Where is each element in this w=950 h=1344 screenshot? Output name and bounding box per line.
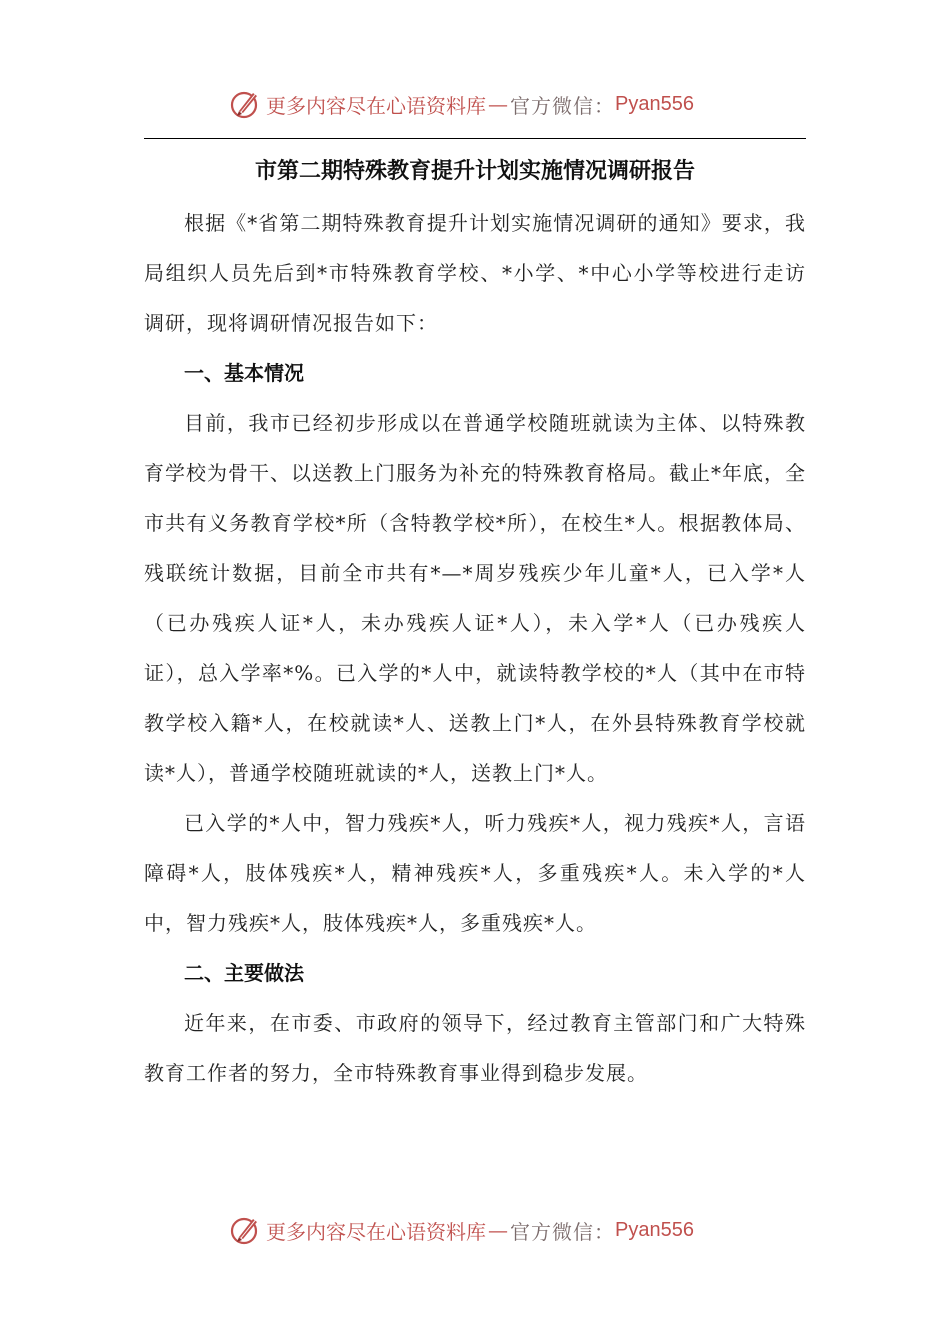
basic-paragraph-1: 目前，我市已经初步形成以在普通学校随班就读为主体、以特殊教育学校为骨干、以送教上门服务为补充的特殊教育格局。截止*年底，全市共有义务教育学校*所（含特教学校*所），在校生*人。根据教体局、残联统计数据，目前全市共有*—*周岁残疾少年儿童*人，已入学*人（已办残疾人证*人，未办残疾人证*人），未入学*人（已办残疾人证），总入学率*%。已入学的*人中，就读特教学校的*人（其中在市特教学校入籍*人，在校就读*人、送教上门*人，在外县特殊教育学校就读*人），普通学校随班就读的*人，送教上门*人。 xyxy=(144,411,806,785)
pen-nib-circle-icon xyxy=(228,87,262,121)
section-heading-basic: 一、基本情况 xyxy=(184,361,304,385)
banner-dash: — xyxy=(488,1218,508,1242)
header-divider xyxy=(144,138,806,139)
practices-paragraph-1: 近年来，在市委、市政府的领导下，经过教育主管部门和广大特殊教育工作者的努力，全市特殊教育事业得到稳步发展。 xyxy=(144,1011,806,1085)
header-banner[interactable] xyxy=(228,84,694,124)
document-body xyxy=(144,198,806,1098)
section-heading-practices: 二、主要做法 xyxy=(184,961,304,985)
document-title: 市第二期特殊教育提升计划实施情况调研报告 xyxy=(254,159,695,184)
banner-site-text: 更多内容尽在心语资料库 xyxy=(266,93,486,118)
banner-wechat-id: Pyan556 xyxy=(615,1218,694,1241)
pen-nib-circle-icon xyxy=(228,1213,262,1247)
banner-wechat-label: 官方微信： xyxy=(510,1219,615,1244)
banner-dash: — xyxy=(488,92,508,116)
banner-site-text: 更多内容尽在心语资料库 xyxy=(266,1219,486,1244)
intro-paragraph: 根据《*省第二期特殊教育提升计划实施情况调研的通知》要求，我局组织人员先后到*市特殊教育学校、*小学、*中心小学等校进行走访调研，现将调研情况报告如下： xyxy=(144,211,806,335)
banner-wechat-id: Pyan556 xyxy=(615,92,694,115)
footer-banner[interactable] xyxy=(228,1210,694,1250)
basic-paragraph-2: 已入学的*人中，智力残疾*人，听力残疾*人，视力残疾*人，言语障碍*人，肢体残疾*人，精神残疾*人，多重残疾*人。未入学的*人中，智力残疾*人，肢体残疾*人，多重残疾*人。 xyxy=(144,811,806,935)
banner-wechat-label: 官方微信： xyxy=(510,93,615,118)
